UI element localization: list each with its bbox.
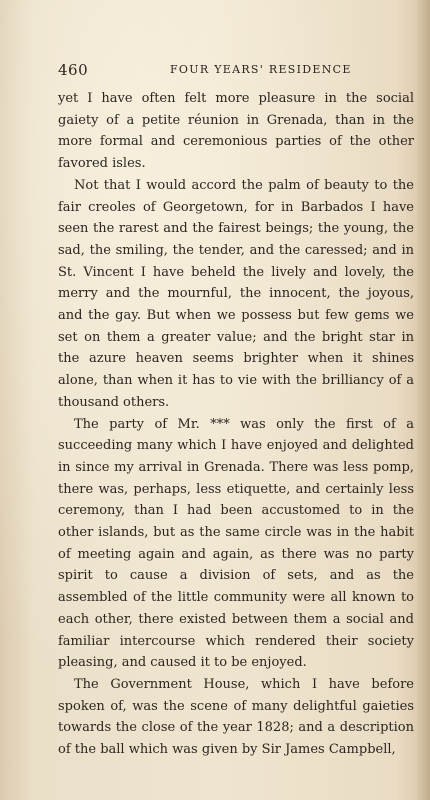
paragraph-continuation: yet I have often felt more pleasure in the social gaiety of a petite réunion in Grenada, than in the more formal and ceremonious parties of the other favored isles. xyxy=(58,91,414,172)
paragraph: The Government House, which I have before spoken of, was the scene of many delightful gaieties towards the close of the year 1828; and a description of the ball which was given by Sir James Campbell, xyxy=(58,676,414,758)
paragraph: Not that I would accord the palm of beauty to the fair creoles of Georgetown, for in Barbados I have seen the rarest and the fairest beings; the young, the sad, the smiling, the tender, and the caressed; and in St. Vincent I have beheld the lively and lovely, the merry and the mournful, the innocent, the joyous, and the gay. But when we possess but few gems we set on them a greater value; and the bright star in the azure heaven seems brighter when it shines alone, than when it has to vie with the brilliancy of a thousand others. xyxy=(58,177,414,410)
paragraph: The party of Mr. *** was only the first of a succeeding many which I have enjoyed and delighted in since my arrival in Grenada. There was less pomp, there was, perhaps, less etiquette, and certainly less ceremony, than I had been accustomed to in the other islands, but as the same circle was in the habit of meeting again and again, as there was no party spirit to cause a division of sets, and as the assembled of the little community were all known to each other, there existed between them a social and familiar intercourse which rendered their society pleasing, and caused it to be enjoyed. xyxy=(58,416,414,671)
running-head-title: FOUR YEARS' RESIDENCE xyxy=(170,63,352,76)
page-edge-shadow xyxy=(416,0,430,800)
running-head xyxy=(58,61,402,81)
page-number: 460 xyxy=(58,61,89,79)
body-text xyxy=(58,88,414,761)
